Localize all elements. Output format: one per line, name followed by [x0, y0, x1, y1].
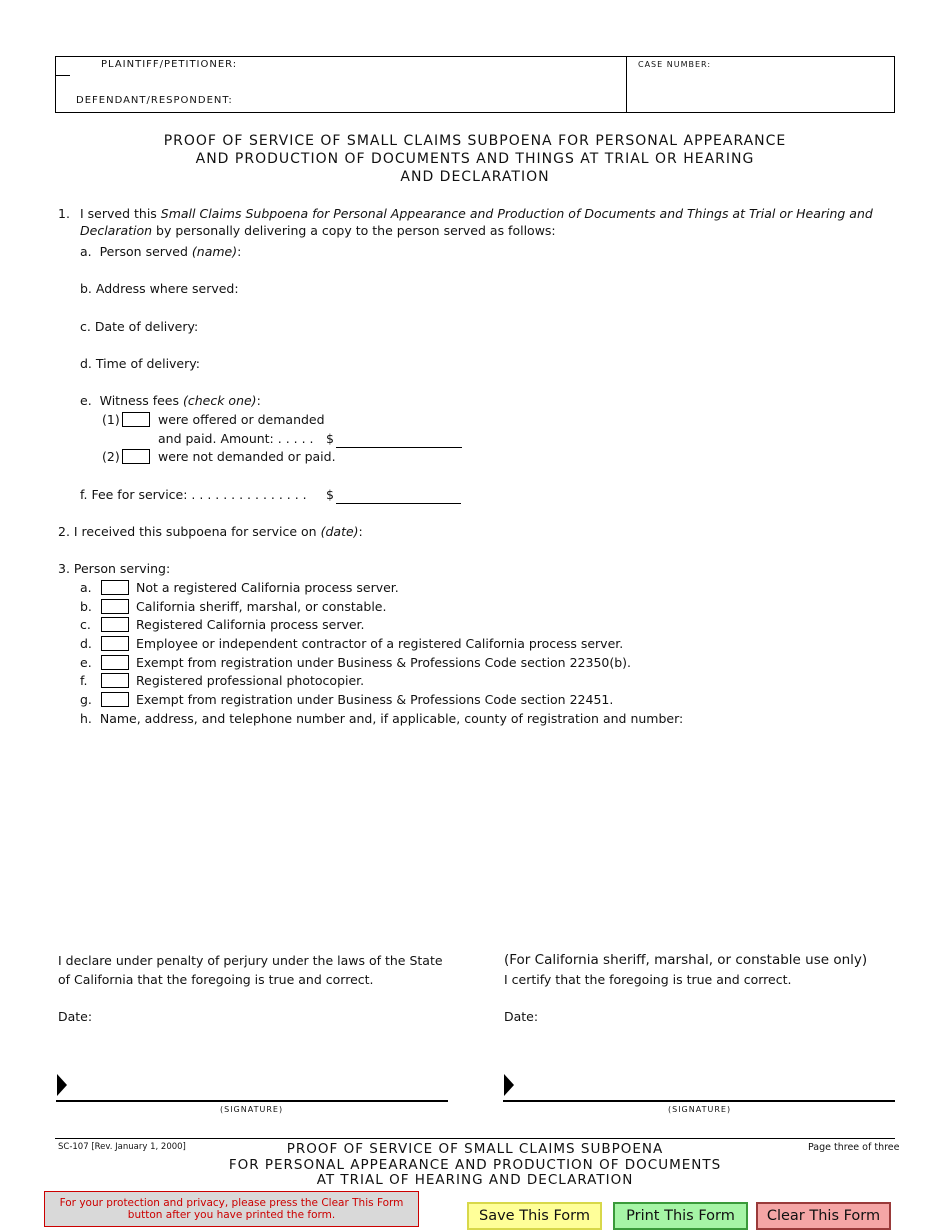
item3b-checkbox[interactable] [101, 599, 129, 614]
signature-arrow-left-icon [57, 1074, 67, 1096]
defendant-label: DEFENDANT/RESPONDENT: [76, 95, 233, 106]
item1c-label: c. Date of delivery: [80, 319, 199, 334]
item2-label [58, 524, 363, 539]
clear-form-button[interactable]: Clear This Form [756, 1202, 891, 1230]
signature-line-right[interactable] [503, 1100, 895, 1102]
item1-declaration-italic: Declaration [80, 223, 153, 238]
item3e-checkbox[interactable] [101, 655, 129, 670]
signature-line-left[interactable] [56, 1100, 448, 1102]
item3d-checkbox[interactable] [101, 636, 129, 651]
item1-text-plain: I served this [80, 206, 161, 221]
declaration-left-date-label: Date: [58, 1009, 93, 1024]
privacy-notice [44, 1191, 419, 1227]
item3a-checkbox[interactable] [101, 580, 129, 595]
form-title-line1: PROOF OF SERVICE OF SMALL CLAIMS SUBPOENA FOR PERSONAL APPEARANCE [163, 133, 787, 149]
item3f-letter: f. [80, 673, 88, 688]
item3h-text: Name, address, and telephone number and, if applicable, county of registration and number: [99, 711, 684, 726]
item1e-letter: e. [80, 393, 92, 408]
item1e-italic: (check one) [182, 393, 257, 408]
signature-label-right: (SIGNATURE) [668, 1105, 732, 1114]
item1-text-italic: Small Claims Subpoena for Personal Appearance and Production of Documents and Things at Trial or Hearing and [160, 206, 873, 221]
page-number: Page three of three [808, 1142, 900, 1153]
form-id: SC-107 [Rev. January 1, 2000] [58, 1142, 186, 1152]
signature-arrow-right-icon [504, 1074, 514, 1096]
item1-text [80, 206, 873, 221]
item1a-colon: : [237, 244, 242, 259]
item3h-letter: h. [80, 711, 92, 726]
footer-title [0, 1142, 950, 1189]
item3e-text: Exempt from registration under Business & Professions Code section 22350(b). [136, 655, 632, 670]
declaration-right-date-label: Date: [504, 1009, 539, 1024]
item3b-text: California sheriff, marshal, or constable. [136, 599, 387, 614]
item1a-label [80, 244, 241, 259]
footer-title-line2: FOR PERSONAL APPEARANCE AND PRODUCTION OF DOCUMENTS [228, 1156, 722, 1173]
item1f-label: f. Fee for service: . . . . . . . . . . . . . . . [80, 487, 307, 502]
case-number-label: CASE NUMBER: [638, 60, 712, 69]
item3a-text: Not a registered California process server. [136, 580, 399, 595]
item1f-dollar: $ [326, 487, 334, 502]
item1a-italic: (name) [191, 244, 238, 259]
item3g-text: Exempt from registration under Business & Professions Code section 22451. [136, 692, 614, 707]
save-form-button[interactable]: Save This Form [467, 1202, 602, 1230]
caption-box [55, 56, 895, 113]
privacy-notice-line2: button after you have printed the form. [127, 1209, 336, 1221]
item1f-fee-field[interactable] [336, 503, 461, 504]
item3-heading: 3. Person serving: [58, 561, 171, 576]
privacy-notice-line1: For your protection and privacy, please press the Clear This Form [59, 1197, 404, 1209]
item3e-letter: e. [80, 655, 92, 670]
item3f-text: Registered professional photocopier. [136, 673, 365, 688]
signature-label-left: (SIGNATURE) [220, 1105, 284, 1114]
form-title-line2: AND PRODUCTION OF DOCUMENTS AND THINGS AT TRIAL OR HEARING [195, 151, 755, 167]
footer-title-line3: AT TRIAL OF HEARING AND DECLARATION [316, 1172, 634, 1188]
item2-text: 2. I received this subpoena for service on [58, 524, 321, 539]
item1b-label: b. Address where served: [80, 281, 239, 296]
plaintiff-label: PLAINTIFF/PETITIONER: [101, 59, 238, 70]
item1e-text: Witness fees [99, 393, 183, 408]
item1e1-text: were offered or demanded [158, 412, 325, 427]
declaration-right-line2: I certify that the foregoing is true and correct. [504, 972, 792, 987]
item3b-letter: b. [80, 599, 92, 614]
item2-italic: (date) [320, 524, 359, 539]
item1e1-amount-label: and paid. Amount: . . . . . [158, 431, 314, 446]
item1e1-amount-field[interactable] [336, 447, 462, 448]
item3d-text: Employee or independent contractor of a registered California process server. [136, 636, 624, 651]
print-form-button[interactable]: Print This Form [613, 1202, 748, 1230]
item1e-colon: : [256, 393, 261, 408]
item3a-letter: a. [80, 580, 92, 595]
item3f-checkbox[interactable] [101, 673, 129, 688]
item3h-label [80, 711, 683, 726]
caption-tick [56, 75, 70, 76]
declaration-left-line2: of California that the foregoing is true and correct. [58, 972, 374, 987]
item1e1-number: (1) [102, 412, 120, 427]
item3d-letter: d. [80, 636, 92, 651]
item3c-letter: c. [80, 617, 91, 632]
item1e-label [80, 393, 261, 408]
footer-title-line1: PROOF OF SERVICE OF SMALL CLAIMS SUBPOENA [286, 1141, 664, 1157]
item1-number: 1. [58, 206, 70, 221]
item1a-text: Person served [99, 244, 192, 259]
item1d-label: d. Time of delivery: [80, 356, 200, 371]
item1a-letter: a. [80, 244, 92, 259]
item1-line2-rest: by personally delivering a copy to the person served as follows: [152, 223, 556, 238]
item1e1-dollar: $ [326, 431, 334, 446]
item3c-text: Registered California process server. [136, 617, 365, 632]
item1e2-checkbox[interactable] [122, 449, 150, 464]
item1-text-line2 [80, 223, 556, 238]
item1e2-text: were not demanded or paid. [158, 449, 336, 464]
declaration-left-line1: I declare under penalty of perjury under the laws of the State [58, 953, 443, 968]
item1e2-number: (2) [102, 449, 120, 464]
item3g-letter: g. [80, 692, 92, 707]
form-title-line3: AND DECLARATION [400, 169, 550, 185]
item3c-checkbox[interactable] [101, 617, 129, 632]
item2-colon: : [358, 524, 363, 539]
caption-divider [626, 57, 627, 112]
footer-rule [55, 1138, 895, 1139]
item3g-checkbox[interactable] [101, 692, 129, 707]
item1e1-checkbox[interactable] [122, 412, 150, 427]
declaration-right-line1: (For California sheriff, marshal, or constable use only) [504, 952, 868, 968]
